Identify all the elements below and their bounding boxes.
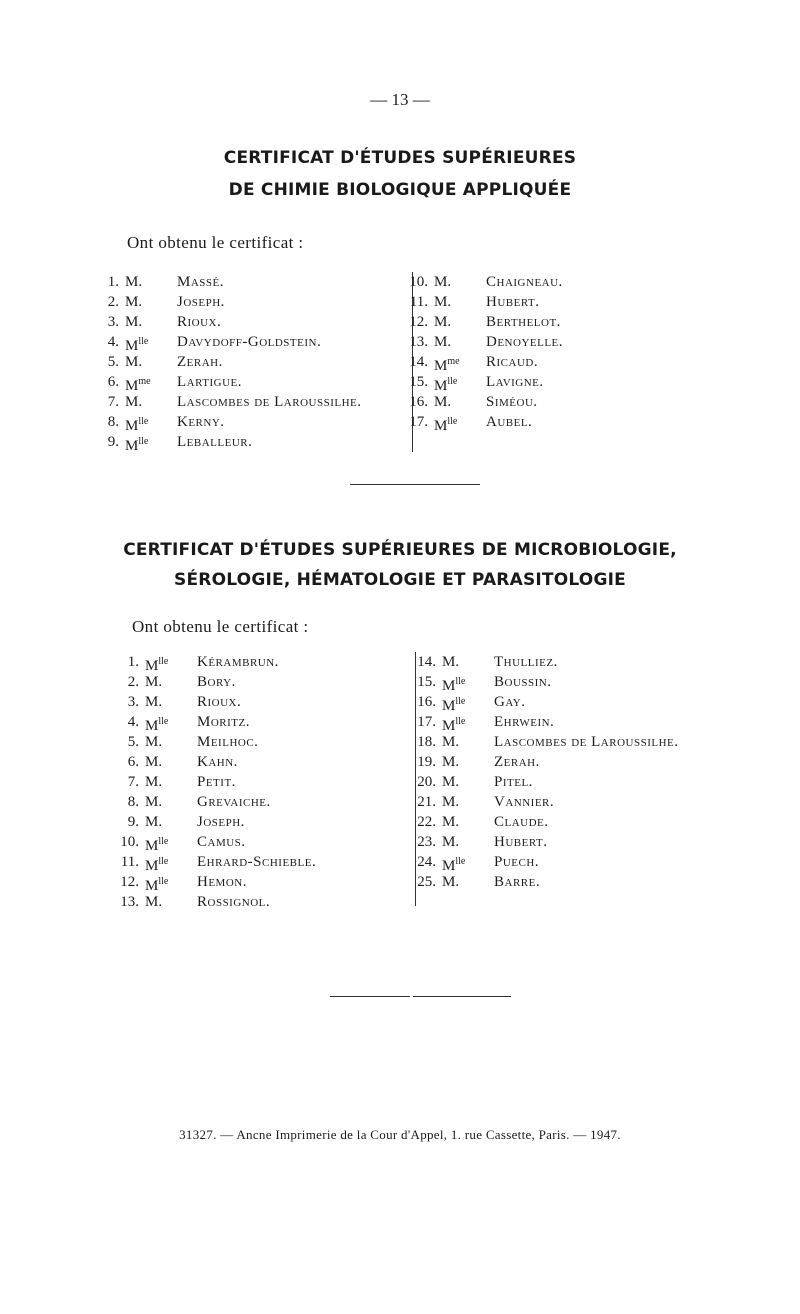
item-title: $M^{lle}$ <box>442 856 466 874</box>
item-name: Camus. <box>197 834 246 850</box>
item-number: 6. <box>127 754 139 770</box>
section1-list-left <box>95 272 361 452</box>
list-item <box>412 692 678 712</box>
item-name: Leballeur. <box>177 434 253 450</box>
item-name: Petit. <box>197 774 236 790</box>
item-name: Hemon. <box>197 874 247 890</box>
item-number: 11. <box>409 294 428 310</box>
list-item <box>412 792 678 812</box>
item-title: $M^{lle}$ <box>145 876 169 894</box>
list-item <box>95 332 361 352</box>
list-item <box>412 712 678 732</box>
item-name: Rioux. <box>197 694 242 710</box>
item-number: 8. <box>127 794 139 810</box>
list-item <box>95 352 361 372</box>
item-number: 4. <box>107 334 119 350</box>
item-number: 14. <box>409 354 428 370</box>
item-title: M. <box>434 394 452 410</box>
item-name: Gay. <box>494 694 526 710</box>
item-title: M. <box>125 314 143 330</box>
item-name: Rioux. <box>177 314 222 330</box>
item-number: 22. <box>417 814 436 830</box>
list-item <box>95 272 361 292</box>
item-number: 25. <box>417 874 436 890</box>
section1-title-line1: CERTIFICAT D'ÉTUDES SUPÉRIEURES <box>223 148 577 168</box>
item-name: Lascombes de Laroussilhe. <box>494 734 679 750</box>
list-item <box>115 772 316 792</box>
item-title: M. <box>434 314 452 330</box>
section1-intro: Ont obtenu le certificat : <box>127 233 304 252</box>
section1-list-right <box>404 272 563 432</box>
item-name: Moritz. <box>197 714 250 730</box>
item-title: M. <box>442 834 460 850</box>
list-item <box>412 872 678 892</box>
item-name: Davydoff-Goldstein. <box>177 334 322 350</box>
item-number: 3. <box>107 314 119 330</box>
item-number: 16. <box>417 694 436 710</box>
item-name: Vannier. <box>494 794 555 810</box>
item-number: 15. <box>417 674 436 690</box>
item-title: M. <box>434 274 452 290</box>
item-title: M. <box>125 274 143 290</box>
item-number: 9. <box>107 434 119 450</box>
item-title: M. <box>145 694 163 710</box>
list-item <box>115 672 316 692</box>
item-name: Kerny. <box>177 414 225 430</box>
item-title: M. <box>442 734 460 750</box>
item-name: Barre. <box>494 874 541 890</box>
item-title: M. <box>442 774 460 790</box>
item-name: Chaigneau. <box>486 274 563 290</box>
item-number: 16. <box>409 394 428 410</box>
item-name: Ricaud. <box>486 354 539 370</box>
item-name: Kahn. <box>197 754 238 770</box>
item-number: 2. <box>107 294 119 310</box>
item-title: $M^{me}$ <box>125 376 151 394</box>
list-item <box>412 732 678 752</box>
item-name: Hubert. <box>494 834 548 850</box>
list-item <box>115 812 316 832</box>
list-item <box>412 772 678 792</box>
item-name: Joseph. <box>197 814 245 830</box>
list-item <box>95 392 361 412</box>
list-item <box>412 652 678 672</box>
item-title: $M^{lle}$ <box>145 836 169 854</box>
item-number: 5. <box>107 354 119 370</box>
item-title: M. <box>125 294 143 310</box>
item-title: M. <box>434 294 452 310</box>
item-name: Pitel. <box>494 774 533 790</box>
item-title: M. <box>145 794 163 810</box>
section2-intro: Ont obtenu le certificat : <box>132 617 309 636</box>
item-name: Lavigne. <box>486 374 544 390</box>
printer-footer: 31327. — Ancne Imprimerie de la Cour d'Appel, 1. rue Cassette, Paris. — 1947. <box>179 1127 621 1142</box>
list-item <box>115 852 316 872</box>
item-number: 12. <box>120 874 139 890</box>
item-number: 2. <box>127 674 139 690</box>
item-title: $M^{lle}$ <box>125 336 149 354</box>
list-item <box>412 752 678 772</box>
item-number: 8. <box>107 414 119 430</box>
item-number: 23. <box>417 834 436 850</box>
section2-title-line2: SÉROLOGIE, HÉMATOLOGIE ET PARASITOLOGIE <box>174 570 626 590</box>
item-name: Joseph. <box>177 294 225 310</box>
list-item <box>404 332 563 352</box>
item-title: M. <box>145 674 163 690</box>
item-number: 4. <box>127 714 139 730</box>
item-title: $M^{lle}$ <box>434 416 458 434</box>
list-item <box>412 852 678 872</box>
item-name: Meilhoc. <box>197 734 259 750</box>
list-item <box>115 652 316 672</box>
list-item <box>115 692 316 712</box>
list-item <box>412 832 678 852</box>
item-name: Aubel. <box>486 414 533 430</box>
item-title: $M^{lle}$ <box>442 696 466 714</box>
list-item <box>412 672 678 692</box>
item-number: 15. <box>409 374 428 390</box>
item-name: Siméou. <box>486 394 538 410</box>
item-title: M. <box>125 394 143 410</box>
section1-title-line2: DE CHIMIE BIOLOGIQUE APPLIQUÉE <box>228 180 572 200</box>
item-name: Massé. <box>177 274 224 290</box>
item-number: 12. <box>409 314 428 330</box>
item-name: Berthelot. <box>486 314 561 330</box>
list-item <box>115 832 316 852</box>
section-separator <box>350 484 480 485</box>
list-item <box>115 732 316 752</box>
item-title: M. <box>145 894 163 910</box>
list-item <box>412 812 678 832</box>
item-name: Thulliez. <box>494 654 558 670</box>
item-number: 18. <box>417 734 436 750</box>
item-number: 13. <box>409 334 428 350</box>
list-item <box>95 432 361 452</box>
item-name: Boussin. <box>494 674 552 690</box>
list-item <box>404 312 563 332</box>
item-name: Zerah. <box>494 754 540 770</box>
item-title: $M^{lle}$ <box>125 416 149 434</box>
list-item <box>115 712 316 732</box>
list-item <box>115 872 316 892</box>
item-number: 10. <box>120 834 139 850</box>
list-item <box>95 412 361 432</box>
item-name: Ehrwein. <box>494 714 555 730</box>
item-title: $M^{lle}$ <box>145 656 169 674</box>
item-number: 21. <box>417 794 436 810</box>
item-number: 11. <box>120 854 139 870</box>
item-number: 7. <box>107 394 119 410</box>
list-item <box>115 892 316 912</box>
item-title: M. <box>442 874 460 890</box>
page-number: — 13 — <box>370 90 430 109</box>
item-name: Lascombes de Laroussilhe. <box>177 394 362 410</box>
item-number: 17. <box>409 414 428 430</box>
item-title: M. <box>145 734 163 750</box>
item-number: 3. <box>127 694 139 710</box>
item-title: $M^{lle}$ <box>442 676 466 694</box>
item-number: 10. <box>409 274 428 290</box>
item-name: Ehrard-Schieble. <box>197 854 317 870</box>
list-item <box>404 272 563 292</box>
item-number: 24. <box>417 854 436 870</box>
list-item <box>115 792 316 812</box>
item-title: $M^{lle}$ <box>145 716 169 734</box>
list-item <box>95 312 361 332</box>
item-number: 1. <box>107 274 119 290</box>
item-title: M. <box>145 814 163 830</box>
end-separator-left <box>330 996 410 997</box>
list-item <box>404 412 563 432</box>
item-name: Lartigue. <box>177 374 243 390</box>
item-title: M. <box>442 814 460 830</box>
item-name: Puech. <box>494 854 540 870</box>
list-item <box>404 292 563 312</box>
item-title: M. <box>125 354 143 370</box>
item-name: Grevaiche. <box>197 794 271 810</box>
item-title: $M^{me}$ <box>434 356 460 374</box>
item-name: Hubert. <box>486 294 540 310</box>
item-title: M. <box>442 754 460 770</box>
item-number: 17. <box>417 714 436 730</box>
item-name: Claude. <box>494 814 549 830</box>
list-item <box>404 392 563 412</box>
section2-list-right <box>412 652 678 892</box>
item-number: 20. <box>417 774 436 790</box>
item-number: 13. <box>120 894 139 910</box>
item-title: M. <box>145 774 163 790</box>
item-number: 19. <box>417 754 436 770</box>
list-item <box>115 752 316 772</box>
item-name: Bory. <box>197 674 236 690</box>
list-item <box>95 372 361 392</box>
item-title: M. <box>442 794 460 810</box>
item-number: 5. <box>127 734 139 750</box>
item-number: 7. <box>127 774 139 790</box>
item-title: $M^{lle}$ <box>442 716 466 734</box>
section2-list-left <box>115 652 316 912</box>
item-title: $M^{lle}$ <box>125 436 149 454</box>
list-item <box>404 352 563 372</box>
item-title: M. <box>434 334 452 350</box>
list-item <box>404 372 563 392</box>
item-number: 1. <box>127 654 139 670</box>
item-name: Denoyelle. <box>486 334 564 350</box>
end-separator-right <box>413 996 511 997</box>
item-name: Kérambrun. <box>197 654 279 670</box>
item-name: Rossignol. <box>197 894 271 910</box>
list-item <box>95 292 361 312</box>
item-title: $M^{lle}$ <box>434 376 458 394</box>
item-title: M. <box>145 754 163 770</box>
item-title: M. <box>442 654 460 670</box>
item-title: $M^{lle}$ <box>145 856 169 874</box>
item-number: 6. <box>107 374 119 390</box>
item-number: 9. <box>127 814 139 830</box>
item-name: Zerah. <box>177 354 223 370</box>
section2-title-line1: CERTIFICAT D'ÉTUDES SUPÉRIEURES DE MICROBIOLOGIE, <box>123 540 677 560</box>
item-number: 14. <box>417 654 436 670</box>
